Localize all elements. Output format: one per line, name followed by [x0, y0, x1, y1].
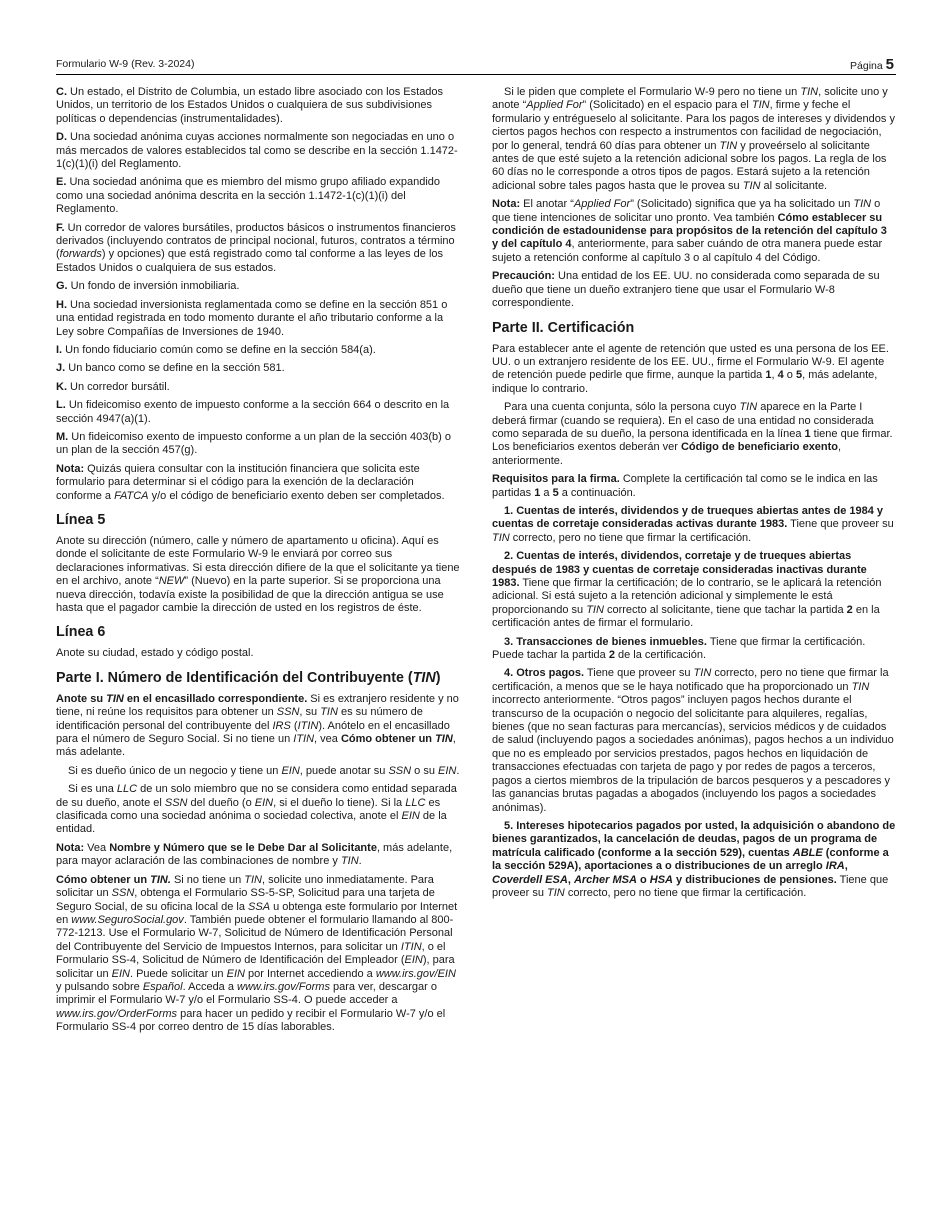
paragraph-linea-5: Anote su dirección (número, calle y número de apartamento u oficina). Aquí es donde el solicitante de este Formulario W-9 le enviará por correo sus declaraciones informativas. Si esta dirección difiere de la que el solicitante ya tiene en el archivo, anote “NEW” (Nuevo) en la parte superior. Si se proporciona una nueva dirección, todavía existe la posibilidad de que la dirección antigua se use hasta que el pagador cambie la dirección de usted en los registros de éste.: [56, 534, 460, 614]
right-column: [492, 86, 896, 905]
item-5: 5. Intereses hipotecarios pagados por usted, la adquisición o abandono de bienes garantizados, la cancelación de deudas, pagos de un programa de matrícula calificado (conforme a la sección 529), cuentas ABLE (conforme a la sección 529A), aportaciones a o distribuciones de un arreglo IRA, Coverdell ESA, Archer MSA o HSA y distribuciones de pensiones. Tiene que proveer su TIN correcto, pero no tiene que firmar la certificación.: [492, 819, 896, 899]
paragraph-l: L. Un fideicomiso exento de impuesto conforme a la sección 664 o descrito en la sección 4947(a)(1).: [56, 399, 450, 425]
paragraph-cuenta-conjunta: Para una cuenta conjunta, sólo la persona cuyo TIN aparece en la Parte I deberá firmar (cuando se requiera). En el caso de una entidad no considerada como separada de su dueño, la persona identificada en la línea 1 tiene que firmar. Los beneficiarios exentos deberán ver Código de beneficiario exento, anteriormente.: [492, 401, 893, 467]
paragraph-applied-for: Si le piden que complete el Formulario W-9 pero no tiene un TIN, solicite uno y anote “Applied For” (Solicitado) en el espacio para el TIN, firme y feche el formulario y entrégueselo al solicitante. Para los pagos de intereses y dividendos y ciertos pagos hechos con respecto a instrumentos con facilidad de negociación, por lo general, tendrá 60 días para obtener un TIN y proveérselo al solicitante antes de que esté sujeto a la retención adicional sobre los pagos. La regla de los 60 días no le corresponde a otros tipos de pagos. Estará sujeto a la retención adicional sobre tales pagos hasta que le provea su TIN al solicitante.: [492, 86, 895, 192]
paragraph-f: F. Un corredor de valores bursátiles, productos básicos o instrumentos financieros derivados (incluyendo contratos de principal nocional, futuros, contratos a término (forwards) y opciones) que está registrado como tal conforme a las leyes de los Estados Unidos o cualquiera de sus estados.: [56, 221, 456, 274]
paragraph-j: J. Un banco como se define en la sección 581.: [56, 362, 285, 375]
paragraph-c: C. Un estado, el Distrito de Columbia, un estado libre asociado con los Estados Unidos, un territorio de los Estados Unidos o cualquiera de sus subdivisiones políticas o dependencias (instrumentalidades).: [56, 86, 444, 125]
item-4: 4. Otros pagos. Tiene que proveer su TIN correcto, pero no tiene que firmar la certificación, a menos que se le haya notificado que ha proporcionado un TIN incorrecto anteriormente. “Otros pagos” incluyen pagos hechos durante el transcurso de la ocupación o negocio del solicitante para alquileres, regalías, bienes (que no sean facturas para mercancías), servicios médicos y de cuidados de salud (incluyendo pagos a sociedades anónimas), pagos hechos a un individuo que no es empleado por servicios prestados, pagos hechos en liquidación de transacciones efectuadas con tarjeta de pago y por redes de pagos a terceros, pagos a ciertos miembros de la tripulación de barcos pesqueros y a pescadores y las ganancias brutas pagadas a abogados (incluyendo los pagos a sociedades anónimas).: [492, 667, 894, 814]
paragraph-h: H. Una sociedad inversionista reglamentada como se define en la sección 851 o una entidad registrada en todo momento durante el año tributario conforme a la Ley sobre Compañías de Inversiones de 1940.: [56, 298, 448, 338]
paragraph-dueno-unico: Si es dueño único de un negocio y tiene un EIN, puede anotar su SSN o su EIN.: [68, 764, 460, 777]
paragraph-i: I. Un fondo fiduciario común como se define en la sección 584(a).: [56, 343, 376, 356]
paragraph-como-obtener-tin: Cómo obtener un TIN. Si no tiene un TIN, solicite uno inmediatamente. Para solicitar un SSN, obtenga el Formulario SS-5-SP, Solicitud para una tarjeta de Seguro Social, de su oficina local de la SSA u obtenga este formulario por Internet en www.SeguroSocial.gov. También puede obtener el formulario llamando al 800-772-1213. Use el Formulario W-7, Solicitud de Número de Identificación Personal del Contribuyente del Servicio de Impuestos Internos, para solicitar un ITIN, o el Formulario SS-4, Solicitud de Número de Identificación del Empleador (EIN), para solicitar un EIN. Puede solicitar un EIN por Internet accediendo a www.irs.gov/EIN y pulsando sobre Español. Acceda a www.irs.gov/Forms para ver, descargar o imprimir el Formulario W-7 y/o el Formulario SS-4. O puede acceder a www.irs.gov/OrderForms para hacer un pedido y recibir el Formulario W-7 y/o el Formulario SS-4 por correo dentro de 15 días laborables.: [56, 873, 458, 1034]
left-column: [56, 86, 460, 1040]
note-fatca: Nota: Quizás quiera consultar con la institución financiera que solicita este formulario para determinar si el código para la exención de la declaración conforme a FATCA y/o el código de beneficiario exento deben ser completados.: [56, 462, 445, 502]
page-number: Página 5: [850, 56, 894, 73]
page-header: [56, 56, 896, 74]
paragraph-m: M. Un fideicomiso exento de impuesto conforme a un plan de la sección 403(b) o un plan de la sección 457(g).: [56, 430, 452, 457]
paragraph-requisitos: Requisitos para la firma. Complete la certificación tal como se le indica en las partidas 1 a 5 a continuación.: [492, 473, 878, 499]
note-applied-for: Nota: El anotar “Applied For” (Solicitado) significa que ya ha solicitado un TIN o que tiene intenciones de solicitar uno pronto. Vea también Cómo establecer su condición de estadounidense para propósitos de la retención del capítulo 3 y del capítulo 4, anteriormente, para saber cuándo de otra manera puede estar sujeto a retención conforme al capítulo 3 o al capítulo 4 del Código.: [492, 198, 887, 264]
item-2: 2. Cuentas de interés, dividendos, corretaje y de trueques abiertas después de 1983 y cuentas de corretaje consideradas inactivas durante 1983. Tiene que firmar la certificación; de lo contrario, se le aplicará la retención adicional. Si está sujeto a la retención adicional y simplemente le está proporcionando su TIN correcto al solicitante, tiene que tachar la partida 2 en la certificación antes de firmar el formulario.: [492, 550, 882, 630]
header-divider: [56, 74, 896, 75]
paragraph-establecer: Para establecer ante el agente de retención que usted es una persona de los EE. UU. o un extranjero residente de los EE. UU., firme el Formulario W-9. El agente de retención puede pedirle que firme, aunque la partida 1, 4 o 5, más adelante, indique lo contrario.: [492, 342, 889, 395]
paragraph-linea-6: Anote su ciudad, estado y código postal.: [56, 647, 254, 660]
heading-linea-5: Línea 5: [56, 511, 106, 528]
caution-paragraph: Precaución: Una entidad de los EE. UU. no considerada como separada de su dueño que tiene un dueño extranjero tiene que usar el Formulario W-8 correspondiente.: [492, 270, 880, 310]
paragraph-e: E. Una sociedad anónima que es miembro del mismo grupo afiliado expandido como una sociedad anónima descrita en la sección 1.1472-1(c)(1)(i) del Reglamento.: [56, 176, 441, 216]
paragraph-g: G. Un fondo de inversión inmobiliaria.: [56, 280, 240, 293]
paragraph-k: K. Un corredor bursátil.: [56, 380, 170, 393]
item-1: 1. Cuentas de interés, dividendos y de trueques abiertas antes de 1984 y cuentas de corretaje consideradas activas durante 1983. Tiene que proveer su TIN correcto, pero no tiene que firmar la certificación.: [492, 504, 894, 544]
heading-parte-2: Parte II. Certificación: [492, 319, 635, 336]
item-3: 3. Transacciones de bienes inmuebles. Tiene que firmar la certificación. Puede tachar la partida 2 de la certificación.: [492, 635, 866, 662]
heading-linea-6: Línea 6: [56, 624, 106, 641]
paragraph-anote-tin: Anote su TIN en el encasillado correspondiente. Si es extranjero residente y no tiene, ni reúne los requisitos para obtener un SSN, su TIN es su número de identificación personal del contribuyente del IRS (ITIN). Anótelo en el encasillado para el número de Seguro Social. Si no tiene un ITIN, vea Cómo obtener un TIN, más adelante.: [56, 692, 459, 759]
paragraph-d: D. Una sociedad anónima cuyas acciones normalmente son negociadas en uno o más mercados de valores establecidos tal como se describe en la sección 1.1472-1(c)(1)(i) del Reglamento.: [56, 131, 458, 171]
heading-parte-1: Parte I. Número de Identificación del Contribuyente (TIN): [56, 669, 441, 686]
paragraph-llc: Si es una LLC de un solo miembro que no se considera como entidad separada de su dueño, anote el SSN del dueño (o EIN, si el dueño lo tiene). Si la LLC es clasificada como una sociedad anónima o sociedad colectiva, anote el EIN de la entidad.: [56, 783, 457, 836]
form-identifier: Formulario W-9 (Rev. 3-2024): [56, 58, 195, 70]
note-nombre-numero: Nota: Vea Nombre y Número que se le Debe Dar al Solicitante, más adelante, para mayor aclaración de las combinaciones de nombre y TIN.: [56, 841, 453, 868]
